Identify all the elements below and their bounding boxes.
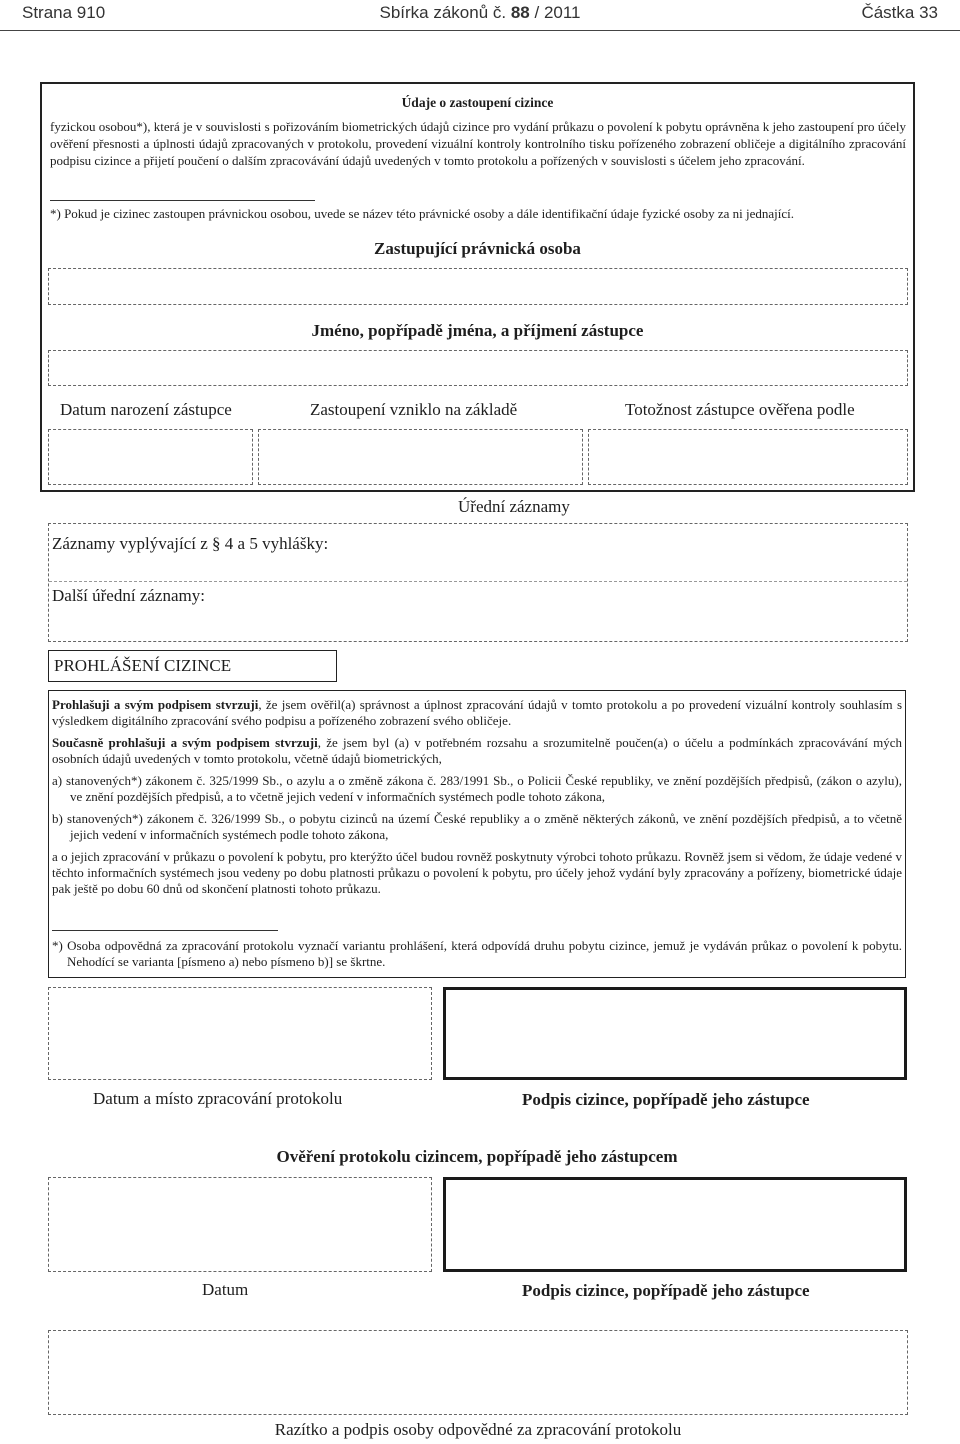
signature-label: Podpis cizince, popřípadě jeho zástupce: [522, 1090, 810, 1109]
declaration-p2-bold: Současně prohlašuji a svým podpisem stvrzuji: [52, 735, 318, 750]
basis-field: [258, 429, 583, 485]
representation-text: fyzickou osobou*), která je v souvislosti s pořizováním biometrických údajů cizince pro vydání průkazu o povolení k pobytu oprávněna k jeho zastoupení pro účely ověření přesnosti a úplnosti údajů zpracovaných v protokolu, provedení vizuální kontroly kontrolního tisku pořízeného zobrazení obličeje a digitálního zpracování podpisu cizince a přijetí poučení o dalším zpracovávání údajů uvedených v tomto protokolu a pořízených v souvislosti s účelem jeho zpracování.: [50, 119, 906, 168]
declaration-footnote: *) Osoba odpovědná za zpracování protokolu vyznačí variantu prohlášení, která odpovídá druhu pobytu cizince, jemuž je vydáván průkaz o povolení k pobytu. Nehodící se varianta [písmeno a) nebo písmeno b)] se škrtne.: [52, 938, 902, 969]
verification-signature-label: Podpis cizince, popřípadě jeho zástupce: [522, 1281, 810, 1300]
records-label: Záznamy vyplývající z § 4 a 5 vyhlášky:: [52, 534, 329, 553]
birth-date-field: [48, 429, 253, 485]
stamp-field: [48, 1330, 908, 1415]
declaration-p1-bold: Prohlašuji a svým podpisem stvrzuji: [52, 697, 259, 712]
declaration-p2-rest: , že jsem byl (a) v potřebném rozsahu a srozumitelně poučen(a) o účelu a podmínkách zpracovávání mých osobních údajů uvedených v tomto protokolu, včetně údajů biometrických,: [52, 735, 902, 766]
declaration-paragraph-1: [52, 697, 902, 729]
part-number: Částka 33: [861, 3, 938, 22]
stamp-label: Razítko a podpis osoby odpovědné za zpracování protokolu: [274, 1420, 682, 1439]
declaration-item-a: a) stanovených*) zákonem č. 325/1999 Sb., o azylu a o změně zákona č. 283/1991 Sb., o Policii České republiky, ve znění pozdějších předpisů, (zákon o azylu), ve znění pozdějších předpisů, a to včetně jejich vedení v informačních systémech podle tohoto zákona,: [52, 773, 902, 804]
declaration-footnote-rule: [52, 930, 278, 931]
representation-footnote: *) Pokud je cizinec zastoupen právnickou osobou, uvede se název této právnické osoby a dále identifikační údaje fyzické osoby za ni jednající.: [50, 206, 794, 221]
legal-entity-field: [48, 268, 908, 305]
other-records-label: Další úřední záznamy:: [52, 586, 205, 605]
verification-date-label: Datum: [202, 1280, 249, 1299]
signature-field: [443, 987, 907, 1080]
collection-number: 88: [510, 3, 530, 22]
collection-title: [0, 3, 960, 23]
date-place-field: [48, 987, 432, 1080]
identity-verified-label: Totožnost zástupce ověřena podle: [625, 400, 855, 419]
basis-label: Zastoupení vzniklo na základě: [310, 400, 518, 419]
declaration-item-b: b) stanovených*) zákonem č. 326/1999 Sb., o pobytu cizinců na území České republiky a o změně některých zákonů, ve znění pozdějších předpisů, a to včetně jejich vedení v informačních systémech podle tohoto zákona,: [52, 811, 902, 842]
header-divider: [0, 30, 960, 31]
verification-date-field: [48, 1177, 432, 1272]
declaration-p1-rest: , že jsem ověřil(a) správnost a úplnost zpracování údajů v tomto protokolu a po provedení vizuální kontroly souhlasím s výsledkem digitálního zpracování svého podpisu a pořízeného zobrazení svého obličeje.: [52, 697, 903, 728]
official-records-title: Úřední záznamy: [458, 497, 570, 516]
collection-year: / 2011: [534, 3, 581, 22]
birth-date-label: Datum narození zástupce: [60, 400, 232, 419]
verification-title: Ověření protokolu cizincem, popřípadě jeho zástupcem: [276, 1147, 678, 1166]
verification-signature-field: [443, 1177, 907, 1272]
representative-name-label: Jméno, popřípadě jména, a příjmení zástupce: [311, 321, 644, 340]
declaration-paragraph-3: a o jejich zpracování v průkazu o povolení k pobytu, pro kterýžto účel budou rovněž poskytnuty výrobci tohoto průkazu. Rovněž jsem si vědom, že údaje vedené v těchto informačních systémech jsou vedeny po dobu platnosti průkazu o povolení k pobytu, pro účely jehož vydání byly zpracovány a pořízeny, biometrické údaje pak ještě po dobu 60 dnů od skončení platnosti tohoto průkazu.: [52, 849, 902, 896]
collection-prefix: Sbírka zákonů č.: [379, 3, 507, 22]
legal-entity-label: Zastupující právnická osoba: [374, 239, 581, 258]
page-number: Strana 910: [22, 3, 106, 22]
declaration-paragraph-2: [52, 735, 902, 767]
footnote-rule: [50, 200, 315, 201]
representative-name-field: [48, 350, 908, 386]
representation-title: Údaje o zastoupení cizince: [401, 95, 554, 110]
records-divider: [49, 581, 907, 582]
identity-verified-field: [588, 429, 908, 485]
declaration-title: PROHLÁŠENÍ CIZINCE: [48, 650, 337, 682]
date-place-label: Datum a místo zpracování protokolu: [93, 1089, 343, 1108]
declaration-text: [52, 697, 902, 903]
